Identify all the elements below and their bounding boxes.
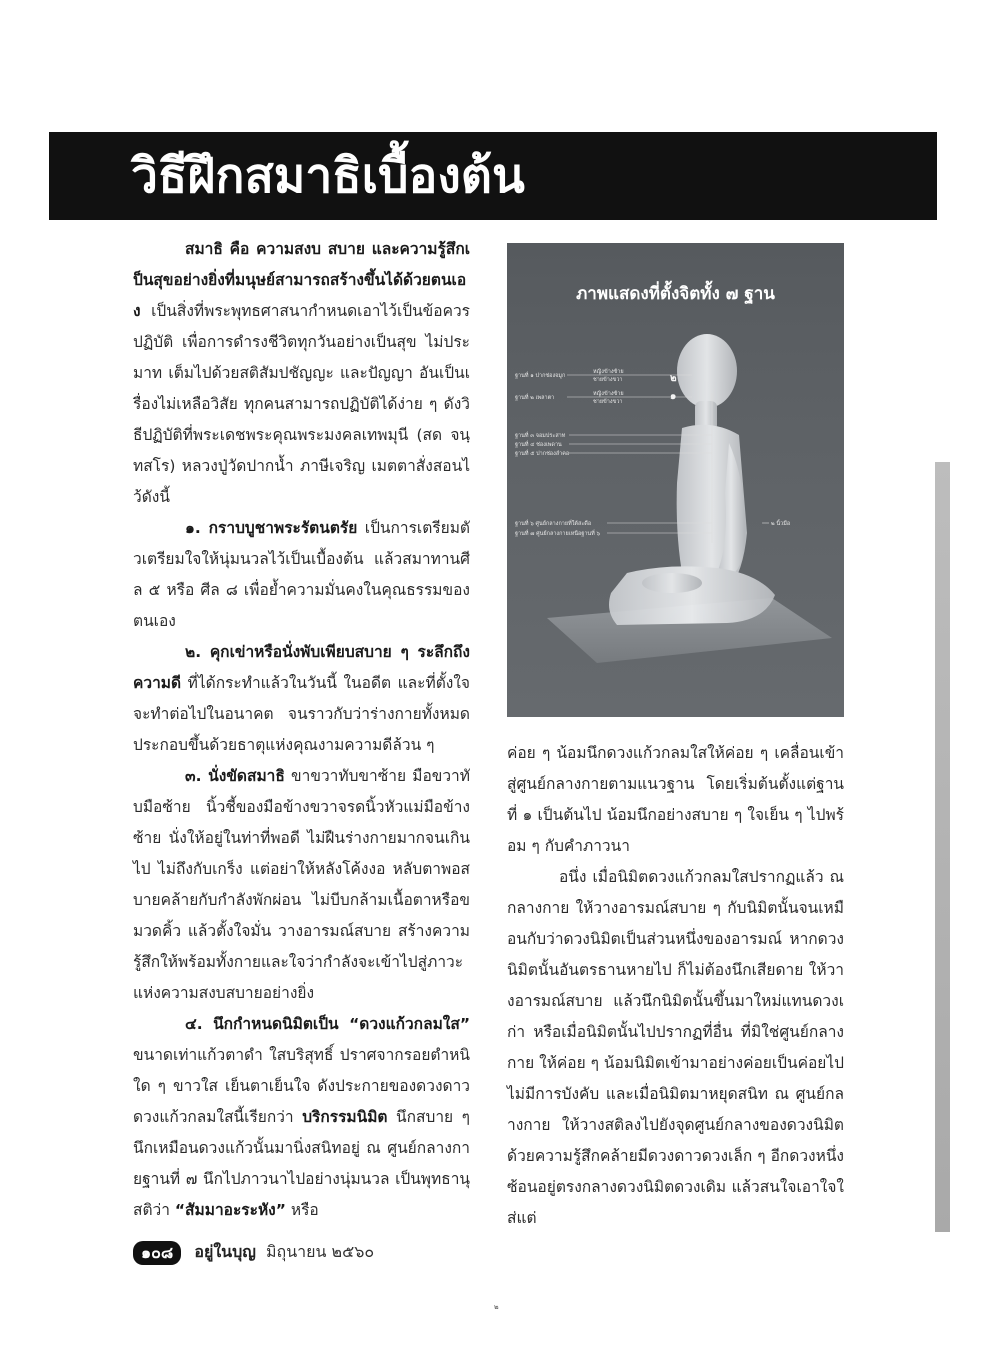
figure-mark: ๑ [670, 391, 677, 402]
figure-label: หญิงข้างซ้าย [593, 391, 624, 397]
figure-label: ฐานที่ ๔ ช่องเพดาน [515, 442, 562, 448]
meditation-bases-figure [507, 243, 844, 717]
paragraph-intro-bold: สมาธิ คือ ความสงบ สบาย และความรู้สึกเป็นสุขอย่างยิ่งที่มนุษย์สามารถสร้างขึ้นได้ด้วยตนเอง [133, 240, 470, 320]
step-4-mantra: “สัมมาอะระหัง” [174, 1201, 286, 1219]
paragraph-intro [133, 234, 470, 513]
left-column [133, 234, 470, 1226]
step-4-term: บริกรรมนิมิต [302, 1108, 388, 1126]
issue-date: มิถุนายน ๒๕๖๐ [265, 1242, 375, 1261]
paragraph-step-1 [133, 513, 470, 637]
figure-illustration [507, 243, 844, 717]
paragraph-right-1: ค่อย ๆ น้อมนึกดวงแก้วกลมใสให้ค่อย ๆ เคลื่อนเข้าสู่ศูนย์กลางกายตามแนวฐาน โดยเริ่มต้นตั้งแต่ฐานที่ ๑ เป็นต้นไป น้อมนึกอย่างสบาย ๆ ใจเย็น ๆ ไปพร้อม ๆ กับคำภาวนา [507, 744, 844, 855]
step-4-text-2: นึกสบาย ๆ นึกเหมือนดวงแก้วนั้นมานิ่งสนิทอยู่ ณ ศูนย์กลางกายฐานที่ ๗ นึกไปภาวนาไปอย่างนุ่มนวล เป็นพุทธานุสติว่า [133, 1108, 470, 1219]
figure-label: ฐานที่ ๕ ปากช่องลำคอ [515, 451, 570, 457]
magazine-name: อยู่ในบุญ [194, 1242, 256, 1261]
figure-label: ฐานที่ ๒ เพลาตา [515, 395, 555, 401]
figure-title: ภาพแสดงที่ตั้งจิตทั้ง ๗ ฐาน [576, 284, 775, 304]
figure-label: ฐานที่ ๖ ศูนย์กลางกายที่ใต้สะดือ [515, 521, 592, 527]
paragraph-intro-text: เป็นสิ่งที่พระพุทธศาสนากำหนดเอาไว้เป็นข้อควรปฏิบัติ เพื่อการดำรงชีวิตทุกวันอย่างเป็นสุข ไม่ประมาท เต็มไปด้วยสติสัมปชัญญะ และปัญญา อันเป็นเรื่องไม่เหลือวิสัย ทุกคนสามารถปฏิบัติได้ง่าย ๆ ดังวิธีปฏิบัติที่พระเดชพระคุณพระมงคลเทพมุนี (สด จนฺทสโร) หลวงปู่วัดปากน้ำ ภาษีเจริญ เมตตาสั่งสอนไว้ดังนี้ [133, 302, 470, 506]
page-mark: ๒ [494, 1303, 499, 1311]
paragraph-step-4 [133, 1009, 470, 1226]
paragraph-step-2 [133, 637, 470, 761]
step-2-text: ที่ได้กระทำแล้วในวันนี้ ในอดีต และที่ตั้งใจจะทำต่อไปในอนาคต จนราวกับว่าร่างกายทั้งหมดประกอบขึ้นด้วยธาตุแห่งคุณงามความดีล้วน ๆ [133, 674, 470, 754]
figure-label: ฐานที่ ๓ จอมประสาท [515, 433, 566, 439]
right-column [507, 738, 844, 1234]
step-1-heading: ๑. กราบบูชาพระรัตนตรัย [185, 519, 358, 537]
figure-label: ๒ นิ้วมือ [771, 521, 791, 527]
paragraph-right-2: อนึ่ง เมื่อนิมิตดวงแก้วกลมใสปรากฏแล้ว ณ กลางกาย ให้วางอารมณ์สบาย ๆ กับนิมิตนั้นจนเหมือนกับว่าดวงนิมิตเป็นส่วนหนึ่งของอารมณ์ หากดวงนิมิตนั้นอันตรธานหายไป ก็ไม่ต้องนึกเสียดาย ให้วางอารมณ์สบาย แล้วนึกนิมิตนั้นขึ้นมาใหม่แทนดวงเก่า หรือเมื่อนิมิตนั้นไปปรากฏที่อื่น ที่มิใช่ศูนย์กลางกาย ให้ค่อย ๆ น้อมนิมิตเข้ามาอย่างค่อยเป็นค่อยไป ไม่มีการบังคับ และเมื่อนิมิตมาหยุดสนิท ณ ศูนย์กลางกาย ให้วางสติลงไปยังจุดศูนย์กลางของดวงนิมิต ด้วยความรู้สึกคล้ายมีดวงดาวดวงเล็ก ๆ อีกดวงหนึ่ง ซ้อนอยู่ตรงกลางดวงนิมิตดวงเดิม แล้วสนใจเอาใจใส่แต่ [507, 868, 844, 1227]
step-4-text-3: หรือ [285, 1201, 319, 1219]
step-4-heading: ๔. นึกกำหนดนิมิตเป็น “ดวงแก้วกลมใส” [185, 1015, 470, 1033]
step-4-text: ขนาดเท่าแก้วตาดำ ใสบริสุทธิ์ ปราศจากรอยตำหนิใด ๆ ขาวใส เย็นตาเย็นใจ ดังประกายของดวงดาว ดวงแก้วกลมใสนี้เรียกว่า [133, 1046, 470, 1126]
figure-label: หญิงข้างซ้าย [593, 369, 624, 375]
figure-label: ชายข้างขวา [593, 377, 623, 383]
seated-figure-icon [609, 334, 775, 625]
figure-mark: ๒ [670, 373, 677, 384]
side-decoration-bar [935, 462, 950, 1232]
figure-label: ฐานที่ ๗ ศูนย์กลางกายเหนือฐานที่ ๖ [515, 531, 601, 537]
page-number: ๑๐๘ [133, 1241, 181, 1265]
step-3-text: ขาขวาทับขาซ้าย มือขวาทับมือซ้าย นิ้วชี้ของมือข้างขวาจรดนิ้วหัวแม่มือข้างซ้าย นั่งให้อยู่ในท่าที่พอดี ไม่ฝืนร่างกายมากจนเกินไป ไม่ถึงกับเกร็ง แต่อย่าให้หลังโค้งงอ หลับตาพอสบายคล้ายกับกำลังพักผ่อน ไม่บีบกล้ามเนื้อตาหรือขมวดคิ้ว แล้วตั้งใจมั่น วางอารมณ์สบาย สร้างความรู้สึกให้พร้อมทั้งกายและใจว่ากำลังจะเข้าไปสู่ภาวะแห่งความสงบสบายอย่างยิ่ง [133, 767, 470, 1002]
article-title: วิธีฝึกสมาธิเบื้องต้น [131, 148, 525, 204]
step-2-heading: ๒. คุกเข่าหรือนั่งพับเพียบสบาย ๆ ระลึกถึงความดี [133, 643, 470, 692]
title-band [49, 132, 937, 220]
figure-label: ฐานที่ ๑ ปากช่องจมูก [515, 373, 566, 379]
step-3-heading: ๓. นั่งขัดสมาธิ [185, 767, 285, 785]
paragraph-step-3 [133, 761, 470, 1009]
figure-label: ชายข้างขวา [593, 399, 623, 405]
page-footer [133, 1240, 374, 1266]
step-1-text: เป็นการเตรียมตัวเตรียมใจให้นุ่มนวลไว้เป็นเบื้องต้น แล้วสมาทานศีล ๕ หรือ ศีล ๘ เพื่อย้ำความมั่นคงในคุณธรรมของตนเอง [133, 519, 470, 630]
